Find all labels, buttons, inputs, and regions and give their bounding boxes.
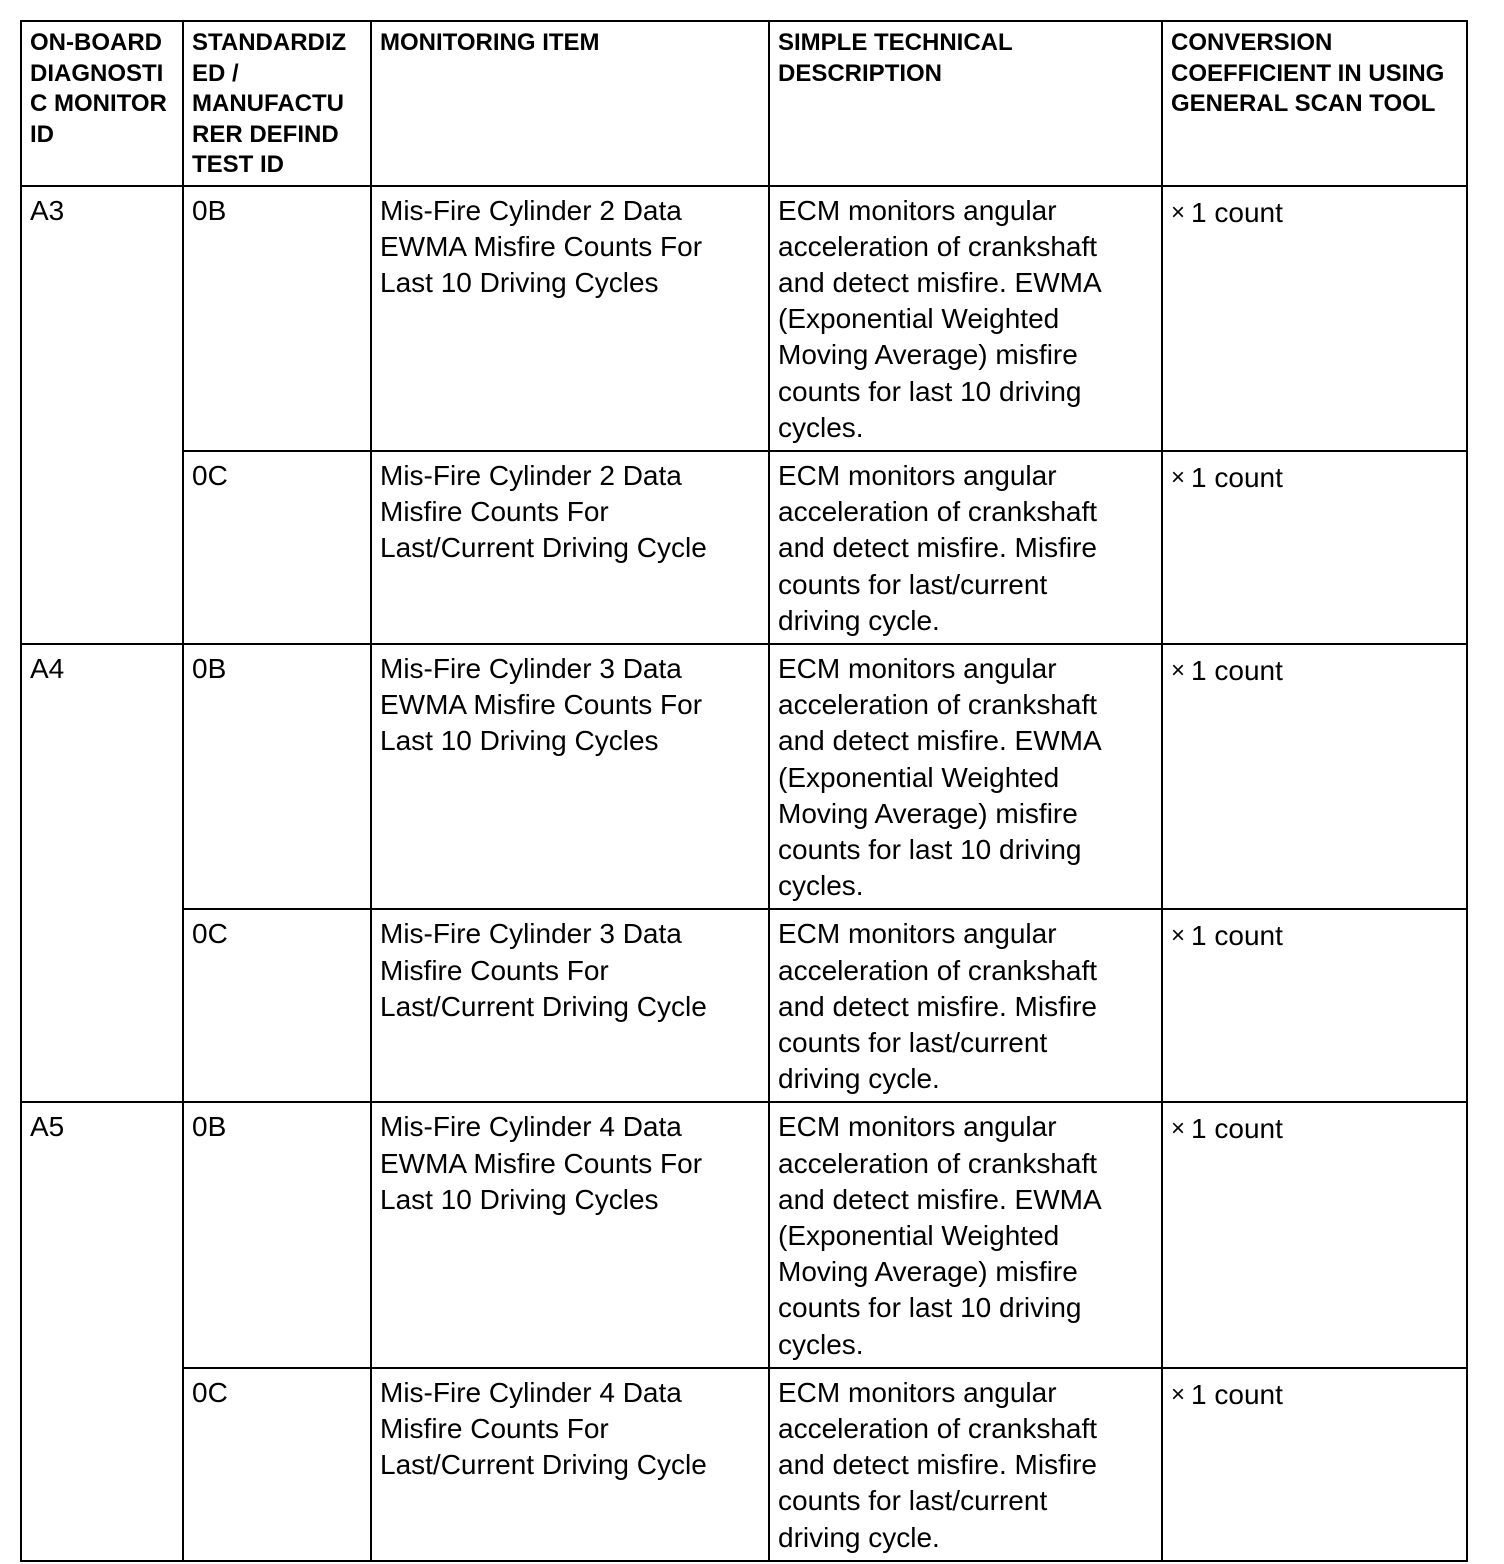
- test-id-cell: 0B: [183, 186, 371, 451]
- test-id-cell: 0C: [183, 1368, 371, 1561]
- description-cell: ECM monitors angular acceleration of crankshaft and detect misfire. Misfire counts for last/current driving cycle.: [769, 1368, 1162, 1561]
- obd-monitor-table: [20, 20, 1468, 1562]
- monitoring-item-cell: Mis-Fire Cylinder 4 Data EWMA Misfire Counts For Last 10 Driving Cycles: [371, 1102, 769, 1367]
- coefficient-cell: [1162, 1102, 1467, 1367]
- multiply-icon: ×: [1171, 464, 1186, 492]
- coefficient-cell: [1162, 451, 1467, 644]
- test-id-cell: 0B: [183, 644, 371, 909]
- test-id-cell: 0B: [183, 1102, 371, 1367]
- multiply-icon: ×: [1171, 1380, 1186, 1408]
- test-id-cell: 0C: [183, 909, 371, 1102]
- coefficient-value: 1 count: [1191, 1113, 1283, 1145]
- coefficient-value: 1 count: [1191, 654, 1283, 686]
- header-monitoring-item: MONITORING ITEM: [371, 21, 769, 186]
- table-row: [21, 909, 1467, 1102]
- description-cell: ECM monitors angular acceleration of crankshaft and detect misfire. Misfire counts for last/current driving cycle.: [769, 909, 1162, 1102]
- description-cell: ECM monitors angular acceleration of crankshaft and detect misfire. Misfire counts for last/current driving cycle.: [769, 451, 1162, 644]
- table-row: [21, 1368, 1467, 1561]
- test-id-cell: 0C: [183, 451, 371, 644]
- table-row: [21, 1102, 1467, 1367]
- table-row: [21, 644, 1467, 909]
- multiply-icon: ×: [1171, 1115, 1186, 1143]
- coefficient-value: 1 count: [1191, 920, 1283, 952]
- monitoring-item-cell: Mis-Fire Cylinder 2 Data Misfire Counts For Last/Current Driving Cycle: [371, 451, 769, 644]
- multiply-icon: ×: [1171, 922, 1186, 950]
- table-row: [21, 451, 1467, 644]
- coefficient-cell: [1162, 186, 1467, 451]
- monitor-id-cell: A5: [21, 1102, 183, 1560]
- coefficient-cell: [1162, 644, 1467, 909]
- monitor-id-cell: A4: [21, 644, 183, 1102]
- monitoring-item-cell: Mis-Fire Cylinder 3 Data Misfire Counts For Last/Current Driving Cycle: [371, 909, 769, 1102]
- coefficient-cell: [1162, 1368, 1467, 1561]
- coefficient-value: 1 count: [1191, 461, 1283, 493]
- monitoring-item-cell: Mis-Fire Cylinder 3 Data EWMA Misfire Counts For Last 10 Driving Cycles: [371, 644, 769, 909]
- monitoring-item-cell: Mis-Fire Cylinder 4 Data Misfire Counts For Last/Current Driving Cycle: [371, 1368, 769, 1561]
- monitor-id-cell: A3: [21, 186, 183, 644]
- description-cell: ECM monitors angular acceleration of crankshaft and detect misfire. EWMA (Exponential Weighted Moving Average) misfire counts for last 10 driving cycles.: [769, 186, 1162, 451]
- obd-monitor-table-page: [20, 20, 1466, 1562]
- description-cell: ECM monitors angular acceleration of crankshaft and detect misfire. EWMA (Exponential Weighted Moving Average) misfire counts for last 10 driving cycles.: [769, 644, 1162, 909]
- header-monitor-id: ON-BOARD DIAGNOSTI C MONITOR ID: [21, 21, 183, 186]
- coefficient-cell: [1162, 909, 1467, 1102]
- header-test-id: STANDARDIZ ED / MANUFACTU RER DEFIND TEST ID: [183, 21, 371, 186]
- table-header-row: [21, 21, 1467, 186]
- header-technical-description: SIMPLE TECHNICAL DESCRIPTION: [769, 21, 1162, 186]
- coefficient-value: 1 count: [1191, 196, 1283, 228]
- monitoring-item-cell: Mis-Fire Cylinder 2 Data EWMA Misfire Counts For Last 10 Driving Cycles: [371, 186, 769, 451]
- multiply-icon: ×: [1171, 198, 1186, 226]
- coefficient-value: 1 count: [1191, 1378, 1283, 1410]
- description-cell: ECM monitors angular acceleration of crankshaft and detect misfire. EWMA (Exponential Weighted Moving Average) misfire counts for last 10 driving cycles.: [769, 1102, 1162, 1367]
- header-conversion-coefficient: CONVERSION COEFFICIENT IN USING GENERAL SCAN TOOL: [1162, 21, 1467, 186]
- table-row: [21, 186, 1467, 451]
- multiply-icon: ×: [1171, 657, 1186, 685]
